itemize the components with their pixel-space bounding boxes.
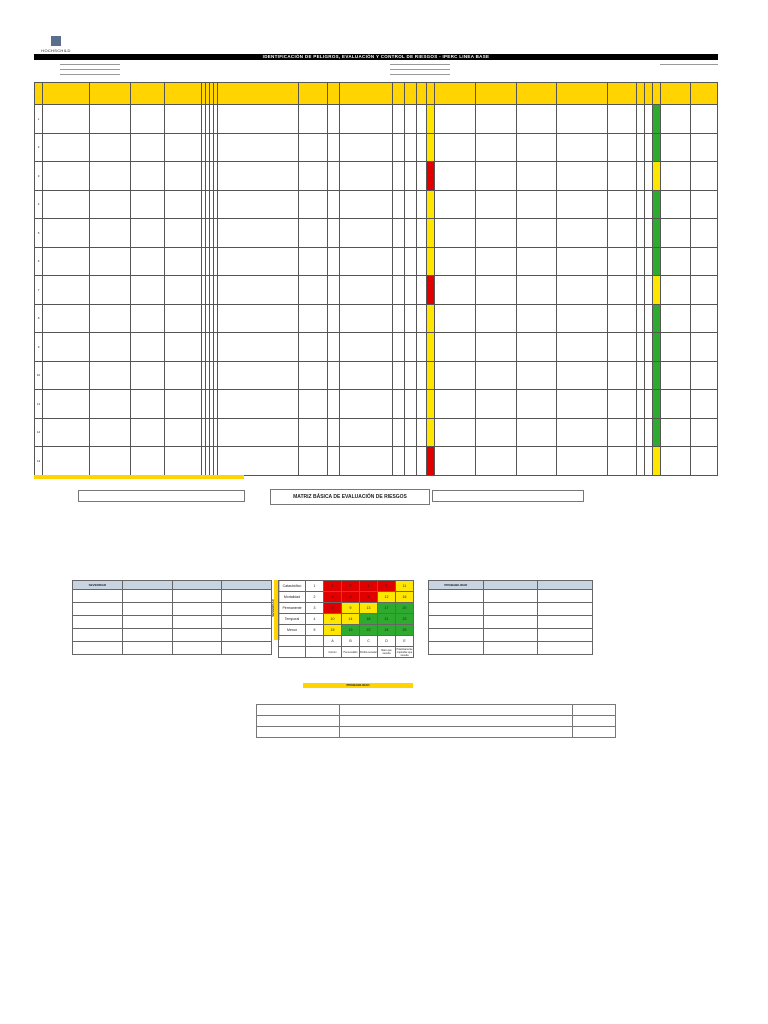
matrix-cell: 1 (324, 581, 342, 592)
table-row: 8 (35, 304, 718, 333)
matrix-cell: 8 (360, 592, 378, 603)
company-name: HOCHSCHILD (41, 48, 71, 53)
table-row: 3 (35, 162, 718, 191)
matrix-cell: 11 (396, 581, 414, 592)
table-row: 7 (35, 276, 718, 305)
matrix-cell: 16 (396, 592, 414, 603)
matrix-row-label: Catastrófico (279, 581, 306, 592)
table-row: 10 (35, 361, 718, 390)
matrix-letter: A (324, 636, 342, 647)
severity-header: SEVERIDAD (73, 581, 123, 590)
footer-bar (34, 475, 244, 479)
matrix-cell: 25 (396, 625, 414, 636)
signature-box-left (78, 490, 245, 502)
matrix-prob-label: Raro que suceda (378, 647, 396, 658)
risk-matrix: Catastrófico 1 1 2 4 7 11 Mortalidad 2 3 5 8 12 16 Permanente 3 6 9 13 17 20 Temporal 4 10 14 18 21 23 Menor 5 15 19 22 24 25 A B C D E Común Ha sucedido Podría suceder Raro que suceda Prácticamente imposible que suceda (278, 580, 414, 658)
page-title: IDENTIFICACIÓN DE PELIGROS, EVALUACIÓN Y CONTROL DE RIESGOS - IPERC LINEA BASE (34, 54, 718, 60)
matrix-cell: 12 (378, 592, 396, 603)
matrix-cell: 3 (324, 592, 342, 603)
matrix-row-label: Permanente (279, 603, 306, 614)
matrix-prob-label: Prácticamente imposible que suceda (396, 647, 413, 657)
probability-header: PROBABILIDAD (429, 581, 484, 590)
signature-area (256, 704, 616, 738)
probability-table (428, 580, 593, 655)
matrix-cell: 22 (360, 625, 378, 636)
table-row: 2 (35, 133, 718, 162)
basic-matrix-title: MATRIZ BÁSICA DE EVALUACIÓN DE RIESGOS (270, 489, 430, 505)
matrix-letter: E (396, 636, 414, 647)
matrix-cell: 4 (360, 581, 378, 592)
matrix-cell: 13 (360, 603, 378, 614)
company-logo (36, 36, 76, 56)
matrix-cell: 21 (378, 614, 396, 625)
matrix-letter: C (360, 636, 378, 647)
iperc-table (34, 82, 718, 476)
matrix-cell: 6 (324, 603, 342, 614)
matrix-cell: 7 (378, 581, 396, 592)
matrix-prob-label: Podría suceder (360, 647, 378, 658)
matrix-cell: 14 (342, 614, 360, 625)
matrix-cell: 2 (342, 581, 360, 592)
matrix-cell: 20 (396, 603, 414, 614)
severity-vertical-label: SEVERIDAD (274, 580, 280, 640)
matrix-row-label: Temporal (279, 614, 306, 625)
table-row: 6 (35, 247, 718, 276)
table-row: 1 (35, 105, 718, 134)
matrix-cell: 15 (324, 625, 342, 636)
matrix-cell: 19 (342, 625, 360, 636)
matrix-row-label: Mortalidad (279, 592, 306, 603)
matrix-letter: B (342, 636, 360, 647)
table-row: 13 (35, 447, 718, 476)
severity-table (72, 580, 272, 655)
matrix-cell: 24 (378, 625, 396, 636)
matrix-cell: 9 (342, 603, 360, 614)
matrix-cell: 18 (360, 614, 378, 625)
probability-label: PROBABILIDAD (303, 683, 413, 688)
matrix-letter: D (378, 636, 396, 647)
matrix-row-label: Menor (279, 625, 306, 636)
table-row: 9 (35, 333, 718, 362)
table-row: 11 (35, 390, 718, 419)
matrix-cell: 23 (396, 614, 414, 625)
table-row: 5 (35, 219, 718, 248)
matrix-cell: 10 (324, 614, 342, 625)
matrix-prob-label: Común (324, 647, 342, 658)
table-row: 4 (35, 190, 718, 219)
table-header-row (35, 83, 718, 105)
signature-box-right (432, 490, 584, 502)
matrix-cell: 5 (342, 592, 360, 603)
matrix-cell: 17 (378, 603, 396, 614)
logo-icon (51, 36, 61, 46)
matrix-prob-label: Ha sucedido (342, 647, 360, 658)
table-row: 12 (35, 418, 718, 447)
